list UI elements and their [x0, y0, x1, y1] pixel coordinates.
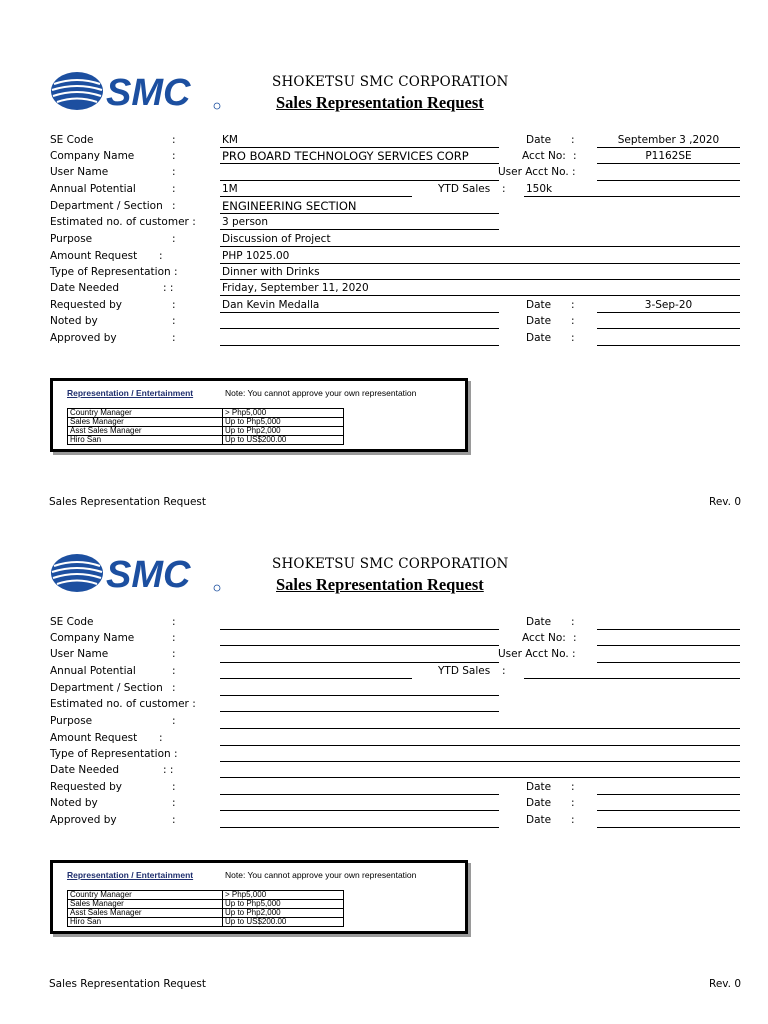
colon: :: [172, 665, 176, 677]
footer-title: Sales Representation Request: [49, 496, 207, 508]
approver-role: Sales Manager: [68, 418, 223, 427]
colon: :: [571, 616, 575, 628]
colon: :: [172, 682, 176, 694]
colon: :: [172, 200, 176, 212]
colon: :: [172, 332, 176, 344]
smc-logo: [50, 70, 225, 112]
colon: :: [172, 299, 176, 311]
approval-limit: Up to US$200.00: [223, 436, 344, 445]
colon: :: [172, 632, 176, 644]
approval-limit: Up to US$200.00: [223, 918, 344, 927]
label-annual-potential: Annual Potential: [50, 665, 136, 677]
value-se-code[interactable]: KM: [222, 134, 238, 146]
label-date: Date: [526, 781, 552, 793]
colon: :: [172, 134, 176, 146]
approval-limit: > Php5,000: [223, 891, 344, 900]
approval-matrix: [50, 378, 468, 452]
label-amount-request: Amount Request: [50, 250, 138, 262]
label-requested-by: Requested by: [50, 781, 122, 793]
sales-representation-form-1: [0, 56, 768, 536]
approver-role: Country Manager: [68, 409, 223, 418]
colon: :: [172, 233, 176, 245]
colon: :: [172, 715, 176, 727]
label-date: Date: [526, 315, 552, 327]
value-company-name[interactable]: PRO BOARD TECHNOLOGY SERVICES CORP: [222, 149, 469, 163]
colon: :: [172, 648, 176, 660]
double-colon: : :: [163, 764, 174, 776]
value-type-of-representation[interactable]: Dinner with Drinks: [222, 266, 320, 278]
colon: :: [571, 814, 575, 826]
label-annual-potential: Annual Potential: [50, 183, 136, 195]
label-noted-by: Noted by: [50, 315, 98, 327]
colon: :: [571, 299, 575, 311]
approval-limit: Up to Php5,000: [223, 418, 344, 427]
colon: :: [571, 797, 575, 809]
value-annual-potential[interactable]: 1M: [222, 183, 238, 195]
colon: :: [172, 315, 176, 327]
approver-role: Country Manager: [68, 891, 223, 900]
double-colon: : :: [163, 282, 174, 294]
label-company-name: Company Name: [50, 632, 135, 644]
label-date: Date: [526, 332, 552, 344]
label-ytd-sales: YTD Sales: [438, 665, 491, 677]
logo-text: SMC: [106, 554, 191, 594]
label-user-acct-no: User Acct No. :: [498, 166, 576, 178]
label-approved-by: Approved by: [50, 814, 117, 826]
logo-text: SMC: [106, 72, 191, 112]
form-title: Sales Representation Request: [276, 93, 484, 112]
approval-limit: Up to Php2,000: [223, 909, 344, 918]
label-date: Date: [526, 616, 552, 628]
label-estimated-customers: Estimated no. of customer :: [50, 698, 196, 710]
approval-matrix-note: Note: You cannot approve your own representation: [225, 870, 417, 880]
approver-role: Asst Sales Manager: [68, 427, 223, 436]
value-acct-no[interactable]: P1162SE: [645, 150, 692, 162]
approver-role: Hiro San: [68, 918, 223, 927]
label-date: Date: [526, 814, 552, 826]
colon: :: [159, 250, 163, 262]
label-se-code: SE Code: [50, 134, 94, 146]
label-company-name: Company Name: [50, 150, 135, 162]
colon: :: [172, 150, 176, 162]
company-heading: SHOKETSU SMC CORPORATION: [272, 556, 509, 572]
value-purpose[interactable]: Discussion of Project: [222, 233, 331, 245]
value-date-needed[interactable]: Friday, September 11, 2020: [222, 282, 369, 294]
colon: :: [159, 732, 163, 744]
label-department: Department / Section: [50, 200, 163, 212]
label-type-of-representation: Type of Representation :: [50, 748, 178, 760]
colon: :: [502, 665, 506, 677]
footer-title: Sales Representation Request: [49, 978, 207, 990]
value-estimated-customers[interactable]: 3 person: [222, 216, 269, 228]
footer-revision: Rev. 0: [709, 978, 742, 990]
form-title: Sales Representation Request: [276, 575, 484, 594]
colon: :: [502, 183, 506, 195]
approval-matrix-heading: Representation / Entertainment: [67, 388, 194, 398]
colon: :: [172, 183, 176, 195]
table-row: [68, 436, 344, 445]
label-user-name: User Name: [50, 648, 109, 660]
colon: :: [573, 150, 577, 162]
approval-limit: Up to Php5,000: [223, 900, 344, 909]
colon: :: [172, 616, 176, 628]
label-user-name: User Name: [50, 166, 109, 178]
value-department[interactable]: ENGINEERING SECTION: [222, 199, 357, 213]
company-heading: SHOKETSU SMC CORPORATION: [272, 74, 509, 90]
approval-limit: Up to Php2,000: [223, 427, 344, 436]
value-requested-by[interactable]: Dan Kevin Medalla: [222, 299, 320, 311]
approval-table: [67, 890, 344, 927]
colon: :: [571, 781, 575, 793]
label-date-needed: Date Needed: [50, 764, 119, 776]
table-row: [68, 909, 344, 918]
colon: :: [172, 797, 176, 809]
footer-revision: Rev. 0: [709, 496, 742, 508]
label-purpose: Purpose: [50, 715, 93, 727]
label-amount-request: Amount Request: [50, 732, 138, 744]
label-requested-by: Requested by: [50, 299, 122, 311]
label-noted-by: Noted by: [50, 797, 98, 809]
value-date[interactable]: September 3 ,2020: [617, 134, 720, 146]
colon: :: [172, 781, 176, 793]
label-acct-no: Acct No:: [522, 632, 566, 644]
colon: :: [571, 134, 575, 146]
label-date: Date: [526, 797, 552, 809]
approver-role: Sales Manager: [68, 900, 223, 909]
smc-logo: [50, 552, 225, 594]
label-department: Department / Section: [50, 682, 163, 694]
label-type-of-representation: Type of Representation :: [50, 266, 178, 278]
table-row: [68, 918, 344, 927]
colon: :: [172, 814, 176, 826]
sales-representation-form-2: [0, 538, 768, 1018]
value-ytd-sales[interactable]: 150k: [526, 183, 553, 195]
approval-matrix-note: Note: You cannot approve your own representation: [225, 388, 417, 398]
value-requested-date[interactable]: 3-Sep-20: [644, 299, 693, 311]
colon: :: [571, 332, 575, 344]
colon: :: [571, 315, 575, 327]
approval-table: [67, 408, 344, 445]
label-date: Date: [526, 299, 552, 311]
label-ytd-sales: YTD Sales: [438, 183, 491, 195]
value-amount-request[interactable]: PHP 1025.00: [222, 250, 290, 262]
label-user-acct-no: User Acct No. :: [498, 648, 576, 660]
label-se-code: SE Code: [50, 616, 94, 628]
colon: :: [172, 166, 176, 178]
label-date-needed: Date Needed: [50, 282, 119, 294]
approval-limit: > Php5,000: [223, 409, 344, 418]
table-row: [68, 427, 344, 436]
approver-role: Asst Sales Manager: [68, 909, 223, 918]
label-purpose: Purpose: [50, 233, 93, 245]
approval-matrix-heading: Representation / Entertainment: [67, 870, 194, 880]
label-date: Date: [526, 134, 552, 146]
label-approved-by: Approved by: [50, 332, 117, 344]
approval-matrix: [50, 860, 468, 934]
label-estimated-customers: Estimated no. of customer :: [50, 216, 196, 228]
colon: :: [573, 632, 577, 644]
label-acct-no: Acct No:: [522, 150, 566, 162]
approver-role: Hiro San: [68, 436, 223, 445]
